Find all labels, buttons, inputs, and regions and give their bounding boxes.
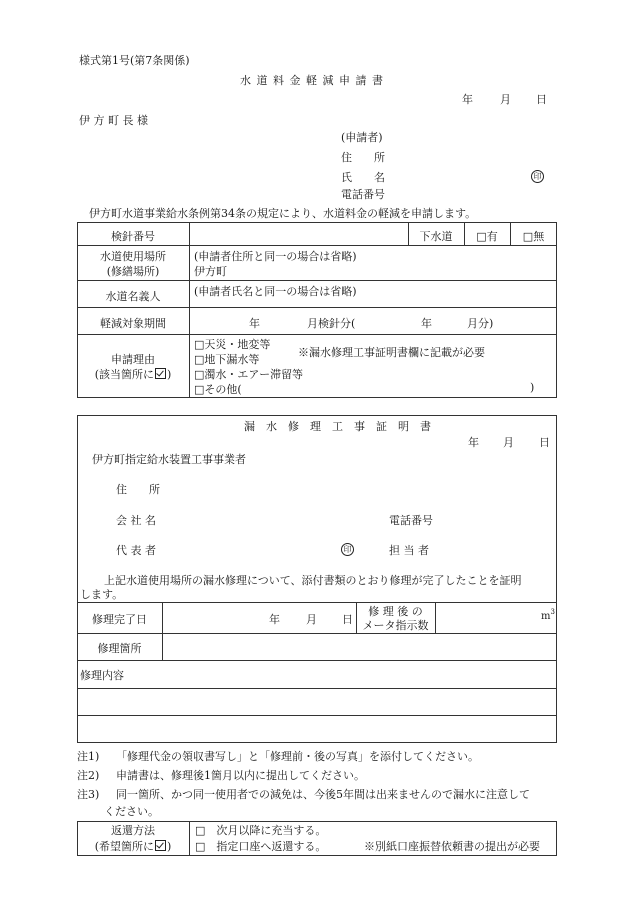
cert-date-month: 月 <box>503 436 514 449</box>
addressee: 伊 方 町 長 様 <box>79 114 148 127</box>
refund-apply-next-month-option[interactable]: □ 次月以降に充当する。 <box>195 824 327 837</box>
completion-month: 月 <box>306 613 317 626</box>
cubic-meter-unit: $m^3$ <box>541 608 555 622</box>
reason-other-option[interactable]: □その他( <box>194 383 242 396</box>
repair-place-sublabel: (修繕場所) <box>106 265 160 278</box>
applicant-phone-label: 電話番号 <box>341 188 385 201</box>
company-name-label: 会 社 名 <box>116 514 156 527</box>
note-3-text: 同一箇所、かつ同一使用者での減免は、今後5年間は出来ませんので漏水に注意して <box>116 788 530 801</box>
sewer-label: 下水道 <box>419 230 453 243</box>
reduction-period-label: 軽減対象期間 <box>100 317 166 330</box>
meter-number-label: 検針番号 <box>111 230 155 243</box>
usage-place-value[interactable]: 伊方町 <box>194 265 227 278</box>
account-holder-note: (申請者氏名と同一の場合は省略) <box>194 285 357 298</box>
period-year-2: 年 <box>421 317 432 330</box>
seal-icon: 印 <box>341 543 354 556</box>
reason-turbid-water-option[interactable]: □濁水・エアー滞留等 <box>194 368 304 381</box>
meter-reading-sublabel: メータ指示数 <box>362 619 429 632</box>
company-phone-label: 電話番号 <box>389 514 433 527</box>
representative-label: 代 表 者 <box>116 544 156 557</box>
applicant-address-label: 住 所 <box>341 151 385 164</box>
period-year-1: 年 <box>249 317 260 330</box>
application-intro: 伊方町水道事業給水条例第34条の規定により、水道料金の軽減を申請します。 <box>89 207 477 220</box>
sewer-no-option[interactable]: □無 <box>522 230 545 243</box>
note-3-label: 注3) <box>77 788 100 801</box>
document-title: 水 道 料 金 軽 減 申 請 書 <box>240 74 384 87</box>
person-in-charge-label: 担 当 者 <box>389 544 429 557</box>
note-1-text: 「修理代金の領収書写し」と「修理前・後の写真」を添付してください。 <box>116 750 479 763</box>
repair-place-label: 修理箇所 <box>97 642 142 655</box>
meter-reading-label: 修 理 後 の <box>368 605 423 618</box>
reason-underground-leak-option[interactable]: □地下漏水等 <box>194 353 260 366</box>
refund-account-note: ※別紙口座振替依頼書の提出が必要 <box>364 840 540 853</box>
period-month-2: 月分) <box>467 317 494 330</box>
note-3-text-cont: ください。 <box>104 805 159 818</box>
account-holder-label: 水道名義人 <box>105 290 161 303</box>
certificate-statement-cont: します。 <box>80 588 124 601</box>
completion-day: 日 <box>342 613 353 626</box>
contractor-label: 伊方町指定給水装置工事事業者 <box>92 453 246 466</box>
refund-method-label: 返還方法 <box>111 824 155 837</box>
reason-note: ※漏水修理工事証明書欄に記載が必要 <box>298 346 485 359</box>
reason-other-close: ) <box>530 381 535 394</box>
date-year-label: 年 <box>462 93 473 106</box>
note-1-label: 注1) <box>77 750 100 763</box>
completion-date-label: 修理完了日 <box>92 613 147 626</box>
checkmark-icon <box>155 840 166 851</box>
date-month-label: 月 <box>500 93 511 106</box>
refund-to-account-option[interactable]: □ 指定口座へ返還する。 <box>195 840 327 853</box>
sewer-yes-option[interactable]: □有 <box>476 230 498 243</box>
representative-seal <box>341 542 354 556</box>
period-month-reading: 月検針分( <box>307 317 356 330</box>
applicant-label: (申請者) <box>341 131 383 144</box>
completion-year: 年 <box>269 613 280 626</box>
contractor-address-label: 住 所 <box>116 483 160 496</box>
applicant-name-label: 氏 名 <box>341 171 385 184</box>
seal-icon: 印 <box>531 170 544 183</box>
form-number: 様式第1号(第7条関係) <box>79 54 190 67</box>
note-2-label: 注2) <box>77 769 100 782</box>
checkmark-icon <box>155 368 166 379</box>
reason-label: 申請理由 <box>111 353 155 366</box>
repair-content-label: 修理内容 <box>80 669 124 682</box>
applicant-seal <box>531 169 544 183</box>
reason-sublabel: (該当箇所に ) <box>94 368 172 381</box>
usage-place-label: 水道使用場所 <box>100 250 166 263</box>
cert-date-day: 日 <box>539 436 550 449</box>
note-2-text: 申請書は、修理後1箇月以内に提出してください。 <box>116 769 365 782</box>
certificate-title: 漏 水 修 理 工 事 証 明 書 <box>244 420 431 433</box>
refund-method-sublabel: (希望箇所に ) <box>94 840 172 853</box>
reason-disaster-option[interactable]: □天災・地変等 <box>194 338 271 351</box>
certificate-statement: 上記水道使用場所の漏水修理について、添付書類のとおり修理が完了したことを証明 <box>104 574 522 587</box>
usage-place-note: (申請者住所と同一の場合は省略) <box>194 250 357 263</box>
cert-date-year: 年 <box>468 436 479 449</box>
date-day-label: 日 <box>536 93 547 106</box>
